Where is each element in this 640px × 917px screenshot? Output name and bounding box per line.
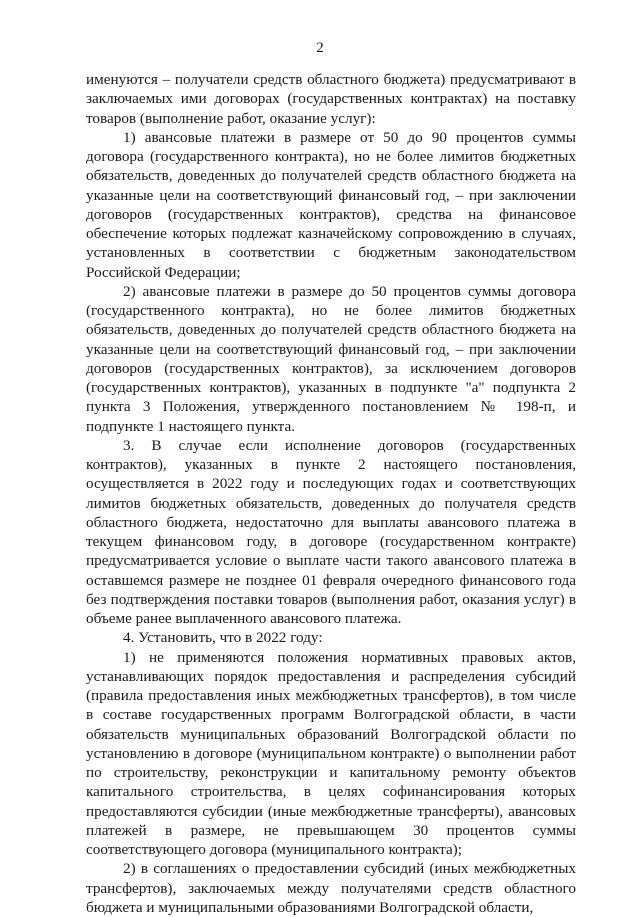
paragraph-item-3: 3. В случае если исполнение договоров (государственных контрактов), указанных в пункте 2 настоящего постановления, осуществляется в 2022 году и последующих годах и соответствующих лимитов бюджетных обязательств, доведенных до получателя средств областного бюджета, недостаточно для выплаты авансового платежа в текущем финансовом году, в договоре (государственном контракте) предусматривается условие о выплате части такого авансового платежа в оставшемся размере не позднее 01 февраля очередного финансового года без подтверждения поставки товаров (выполнения работ, оказания услуг) в объеме ранее выплаченного авансового платежа. [86, 436, 576, 627]
paragraph-continuation: именуются – получатели средств областного бюджета) предусматривают в заключаемых ими договорах (государственных контрактах) на поставку товаров (выполнение работ, оказание услуг): [86, 71, 576, 127]
paragraph-item-4-subitem-1: 1) не применяются положения нормативных правовых актов, устанавливающих порядок предоставления и распределения субсидий (правила предоставления иных межбюджетных трансфертов), в том числе в составе государственных программ Волгоградской области, в части обязательств муниципальных образований Волгоградской области по установлению в договоре (муниципальном контракте) о выполнении работ по строительству, реконструкции и капитальному ремонту объектов капитального строительства, в целях софинансирования которых предоставляются субсидии (иные межбюджетные трансферты), авансовых платежей в размере, не превышающем 30 процентов суммы соответствующего договора (муниципального контракта); [86, 648, 576, 858]
paragraph-item-4-heading: 4. Установить, что в 2022 году: [123, 629, 323, 647]
page-number: 2 [316, 40, 324, 56]
document-body [86, 70, 576, 917]
paragraph-item-4-subitem-2: 2) в соглашениях о предоставлении субсидий (иных межбюджетных трансфертов), заключаемых между получателями средств областного бюджета и муниципальными образованиями Волгоградской области, [86, 860, 576, 916]
paragraph-subitem-2-advance-up-to-50: 2) авансовые платежи в размере до 50 процентов суммы договора (государственного контракта), но не более лимитов бюджетных обязательств, доведенных до получателей средств областного бюджета на указанные цели на соответствующий финансовый год, – при заключении договоров (государственных контрактов), за исключением договоров (государственных контрактов), указанных в подпункте "а" подпункта 2 пункта 3 Положения, утвержденного постановлением № 198-п, и подпункте 1 настоящего пункта. [86, 282, 576, 435]
paragraph-subitem-1-advance-50-90: 1) авансовые платежи в размере от 50 до 90 процентов суммы договора (государственного контракта), но не более лимитов бюджетных обязательств, доведенных до получателей средств областного бюджета на указанные цели на соответствующий финансовый год, – при заключении договоров (государственных контрактов), средства на финансовое обеспечение которых подлежат казначейскому сопровождению в случаях, установленных в соответствии с бюджетным законодательством Российской Федерации; [86, 128, 576, 281]
